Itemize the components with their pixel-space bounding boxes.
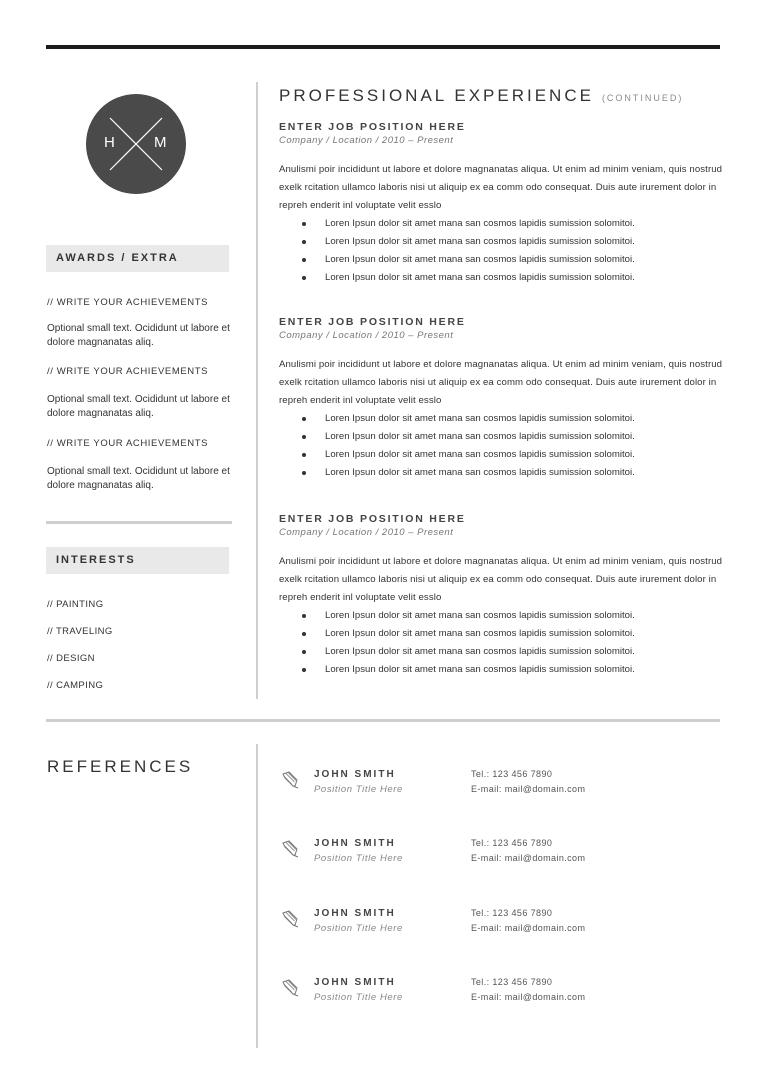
references-heading: REFERENCES: [47, 757, 194, 776]
reference-email: E-mail: mail@domain.com: [471, 784, 586, 794]
job-entry: [279, 121, 724, 287]
job-title: ENTER JOB POSITION HERE: [279, 316, 466, 328]
interest-item: // CAMPING: [47, 680, 104, 691]
bullet-item: Loren Ipsun dolor sit amet mana san cosmos lapidis sumission solomitoi.: [279, 251, 724, 269]
bullet-item: Loren Ipsun dolor sit amet mana san cosmos lapidis sumission solomitoi.: [279, 233, 724, 251]
section-divider: [46, 719, 720, 722]
achievement-title: // WRITE YOUR ACHIEVEMENTS: [47, 366, 209, 377]
references-column-divider: [256, 744, 258, 1048]
achievement-title: // WRITE YOUR ACHIEVEMENTS: [47, 297, 209, 308]
interest-item: // TRAVELING: [47, 626, 113, 637]
interests-header: INTERESTS: [46, 547, 229, 574]
achievement-text: Optional small text. Ocididunt ut labore et dolore magnanatas aliq.: [47, 466, 230, 491]
reference-phone: Tel.: 123 456 7890: [471, 769, 553, 779]
monogram-letter-right: M: [154, 134, 168, 151]
reference-name: JOHN SMITH: [314, 769, 396, 780]
achievement-text: Optional small text. Ocididunt ut labore et dolore magnanatas aliq.: [47, 323, 230, 348]
reference-email: E-mail: mail@domain.com: [471, 923, 586, 933]
reference-phone: Tel.: 123 456 7890: [471, 838, 553, 848]
pen-icon: [280, 838, 300, 858]
bullet-item: Loren Ipsun dolor sit amet mana san cosmos lapidis sumission solomitoi.: [279, 661, 724, 679]
reference-position: Position Title Here: [314, 923, 403, 934]
reference-entry: [280, 838, 720, 872]
bullet-item: Loren Ipsun dolor sit amet mana san cosmos lapidis sumission solomitoi.: [279, 446, 724, 464]
bullet-item: Loren Ipsun dolor sit amet mana san cosmos lapidis sumission solomitoi.: [279, 410, 724, 428]
job-title: ENTER JOB POSITION HERE: [279, 121, 466, 133]
reference-entry: [280, 977, 720, 1011]
interest-item: // DESIGN: [47, 653, 95, 664]
reference-phone: Tel.: 123 456 7890: [471, 977, 553, 987]
pen-icon: [280, 769, 300, 789]
achievement-title: // WRITE YOUR ACHIEVEMENTS: [47, 438, 209, 449]
sidebar-divider: [46, 521, 232, 524]
job-meta: Company / Location / 2010 – Present: [279, 527, 454, 538]
interest-item: // PAINTING: [47, 599, 104, 610]
bullet-item: Loren Ipsun dolor sit amet mana san cosmos lapidis sumission solomitoi.: [279, 607, 724, 625]
monogram-cross-icon: [86, 94, 186, 194]
job-meta: Company / Location / 2010 – Present: [279, 135, 454, 146]
pen-icon: [280, 908, 300, 928]
reference-email: E-mail: mail@domain.com: [471, 992, 586, 1002]
reference-name: JOHN SMITH: [314, 977, 396, 988]
job-meta: Company / Location / 2010 – Present: [279, 330, 454, 341]
continued-label: (CONTINUED): [601, 93, 684, 103]
job-title: ENTER JOB POSITION HERE: [279, 513, 466, 525]
bullet-item: Loren Ipsun dolor sit amet mana san cosmos lapidis sumission solomitoi.: [279, 625, 724, 643]
job-entry: [279, 513, 724, 679]
section-title-text: PROFESSIONAL EXPERIENCE: [279, 86, 594, 105]
pen-icon: [280, 977, 300, 997]
job-bullets: [279, 410, 724, 482]
reference-position: Position Title Here: [314, 853, 403, 864]
monogram-logo: [86, 94, 186, 194]
monogram-letter-left: H: [104, 134, 116, 151]
job-description: Anulismi poir incididunt ut labore et dolore magnanatas aliqua. Ut enim ad minim veniam, quis nostrud exelk rcitation ullamco laboris nisi ut aliquip ex ea comm odo consequat. Duis aute irurement dolor in repreh enderit inl voluptate velit esslo: [279, 164, 723, 211]
bullet-item: Loren Ipsun dolor sit amet mana san cosmos lapidis sumission solomitoi.: [279, 428, 724, 446]
reference-email: E-mail: mail@domain.com: [471, 853, 586, 863]
achievement-text: Optional small text. Ocididunt ut labore et dolore magnanatas aliq.: [47, 394, 230, 419]
awards-header: AWARDS / EXTRA: [46, 245, 229, 272]
job-description: Anulismi poir incididunt ut labore et dolore magnanatas aliqua. Ut enim ad minim veniam, quis nostrud exelk rcitation ullamco laboris nisi ut aliquip ex ea comm odo consequat. Duis aute irurement dolor in repreh enderit inl voluptate velit esslo: [279, 359, 723, 406]
reference-position: Position Title Here: [314, 784, 403, 795]
job-entry: [279, 316, 724, 482]
reference-position: Position Title Here: [314, 992, 403, 1003]
top-rule: [46, 45, 720, 49]
section-title: [279, 86, 683, 106]
job-description: Anulismi poir incididunt ut labore et dolore magnanatas aliqua. Ut enim ad minim veniam, quis nostrud exelk rcitation ullamco laboris nisi ut aliquip ex ea comm odo consequat. Duis aute irurement dolor in repreh enderit inl voluptate velit esslo: [279, 556, 723, 603]
column-divider: [256, 82, 258, 699]
job-bullets: [279, 607, 724, 679]
bullet-item: Loren Ipsun dolor sit amet mana san cosmos lapidis sumission solomitoi.: [279, 215, 724, 233]
reference-name: JOHN SMITH: [314, 838, 396, 849]
reference-entry: [280, 769, 720, 803]
bullet-item: Loren Ipsun dolor sit amet mana san cosmos lapidis sumission solomitoi.: [279, 269, 724, 287]
job-bullets: [279, 215, 724, 287]
bullet-item: Loren Ipsun dolor sit amet mana san cosmos lapidis sumission solomitoi.: [279, 643, 724, 661]
reference-entry: [280, 908, 720, 942]
reference-name: JOHN SMITH: [314, 908, 396, 919]
reference-phone: Tel.: 123 456 7890: [471, 908, 553, 918]
bullet-item: Loren Ipsun dolor sit amet mana san cosmos lapidis sumission solomitoi.: [279, 464, 724, 482]
